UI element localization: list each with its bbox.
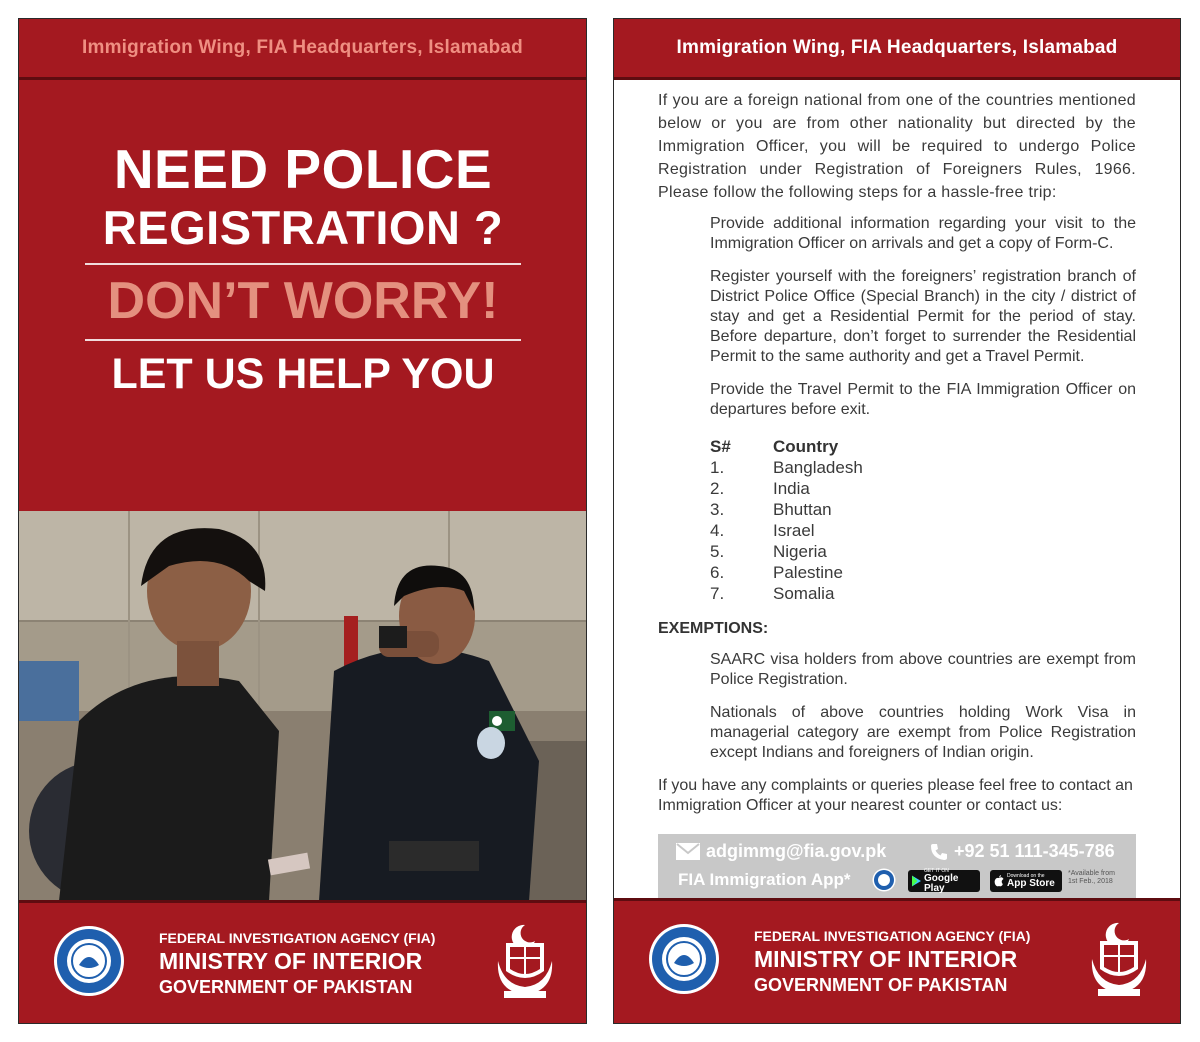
table-row [710, 457, 1136, 478]
row-country: Nigeria [773, 542, 827, 561]
officer-photo [19, 511, 586, 901]
app-store-badge[interactable] [990, 870, 1062, 892]
ministry-seal-icon [53, 925, 125, 997]
row-country: Bhuttan [773, 500, 832, 519]
pakistan-emblem-icon [1086, 919, 1152, 999]
government-name: GOVERNMENT OF PAKISTAN [754, 975, 1008, 995]
headline-let-us-help: LET US HELP YOU [111, 350, 495, 398]
row-sn: 7. [710, 584, 725, 603]
back-panel [613, 18, 1181, 1024]
row-sn: 4. [710, 521, 725, 540]
row-country: Israel [773, 521, 815, 540]
headline-registration: REGISTRATION ? [102, 201, 504, 254]
step-1: Provide additional information regarding your visit to the Immigration Officer on arrivals and get a copy of Form-C. [710, 215, 1136, 252]
back-footer [614, 898, 1180, 1023]
step-3: Provide the Travel Permit to the FIA Immigration Officer on departures before exit. [710, 381, 1136, 418]
google-small-text: GET IT ON [924, 868, 949, 874]
back-body [658, 89, 1136, 816]
front-panel [18, 18, 587, 1024]
row-sn: 1. [710, 458, 725, 477]
apple-big-text: App Store [1007, 878, 1055, 889]
row-sn: 2. [710, 479, 725, 498]
row-country: Palestine [773, 563, 843, 582]
email-text: adgimmg@fia.gov.pk [706, 841, 887, 861]
country-table [710, 436, 1136, 604]
outro-paragraph: If you have any complaints or queries please feel free to contact an Immigration Officer at your nearest counter or contact us: [658, 777, 1133, 814]
row-country: India [773, 479, 810, 498]
availability-line-1: *Available from [1068, 870, 1115, 877]
table-row [710, 562, 1136, 583]
exemptions-title: EXEMPTIONS: [658, 620, 769, 637]
table-row [710, 541, 1136, 562]
ministry-seal-icon [648, 923, 720, 995]
apple-icon [994, 875, 1004, 887]
table-header [710, 436, 1136, 457]
front-org-text [159, 929, 435, 999]
back-header [614, 19, 1180, 80]
step-2: Register yourself with the foreigners’ registration branch of District Police Office (Special Branch) in the city / district of stay and get a Residential Permit for the period of stay. Before departure, don’t forget to surrender the Residential Permit to the same authority and get a Travel Permit. [710, 268, 1136, 365]
headline-need-police: NEED POLICE [113, 138, 493, 200]
steps-list [710, 214, 1136, 420]
ministry-name: MINISTRY OF INTERIOR [754, 946, 1018, 972]
contact-email[interactable] [676, 841, 886, 862]
intro-paragraph: If you are a foreign national from one of the countries mentioned below or you are from other nationality but directed by the Immigration Officer, you will be required to undergo Police Registration under Registration of Foreigners Rules, 1966. Please follow the following steps for a hassle-free trip: [658, 92, 1136, 201]
ministry-name: MINISTRY OF INTERIOR [159, 948, 423, 974]
table-row [710, 520, 1136, 541]
col-sn: S# [710, 437, 731, 456]
pakistan-emblem-icon [492, 921, 558, 1001]
row-country: Somalia [773, 584, 835, 603]
front-header-title: Immigration Wing, FIA Headquarters, Islamabad [82, 37, 523, 58]
table-row [710, 478, 1136, 499]
google-play-badge[interactable] [908, 870, 980, 892]
back-header-title: Immigration Wing, FIA Headquarters, Islamabad [676, 37, 1118, 58]
headline-divider-top [85, 263, 521, 265]
phone-icon [930, 843, 948, 861]
row-sn: 5. [710, 542, 725, 561]
headline-dont-worry: DON’T WORRY! [107, 272, 499, 330]
row-sn: 6. [710, 563, 725, 582]
availability-line-2: 1st Feb., 2018 [1068, 878, 1113, 885]
contact-box [658, 834, 1136, 898]
google-play-icon [912, 875, 921, 887]
col-country: Country [773, 437, 839, 456]
phone-text: +92 51 111-345-786 [954, 841, 1115, 861]
table-row [710, 583, 1136, 604]
row-country: Bangladesh [773, 458, 863, 477]
availability-note [1068, 870, 1115, 886]
envelope-icon [676, 843, 700, 860]
agency-name: FEDERAL INVESTIGATION AGENCY (FIA) [754, 928, 1031, 944]
front-header [19, 19, 586, 80]
officer-photo-illustration [19, 511, 586, 901]
exemptions-list [710, 650, 1136, 763]
google-big-text: Google Play [924, 873, 959, 894]
agency-name: FEDERAL INVESTIGATION AGENCY (FIA) [159, 930, 436, 946]
fia-mini-seal-icon [872, 868, 896, 892]
exemption-1: SAARC visa holders from above countries are exempt from Police Registration. [710, 651, 1136, 688]
table-row [710, 499, 1136, 520]
app-label: FIA Immigration App* [678, 870, 851, 889]
front-footer [19, 900, 586, 1023]
row-sn: 3. [710, 500, 725, 519]
contact-phone[interactable] [930, 841, 1115, 862]
exemption-2: Nationals of above countries holding Work Visa in managerial category are exempt from Police Registration except Indians and foreigners of Indian origin. [710, 704, 1136, 761]
apple-small-text: Download on the [1007, 873, 1045, 879]
back-org-text [754, 927, 1030, 997]
government-name: GOVERNMENT OF PAKISTAN [159, 977, 413, 997]
headline-block [85, 139, 521, 401]
headline-divider-bottom [85, 339, 521, 341]
